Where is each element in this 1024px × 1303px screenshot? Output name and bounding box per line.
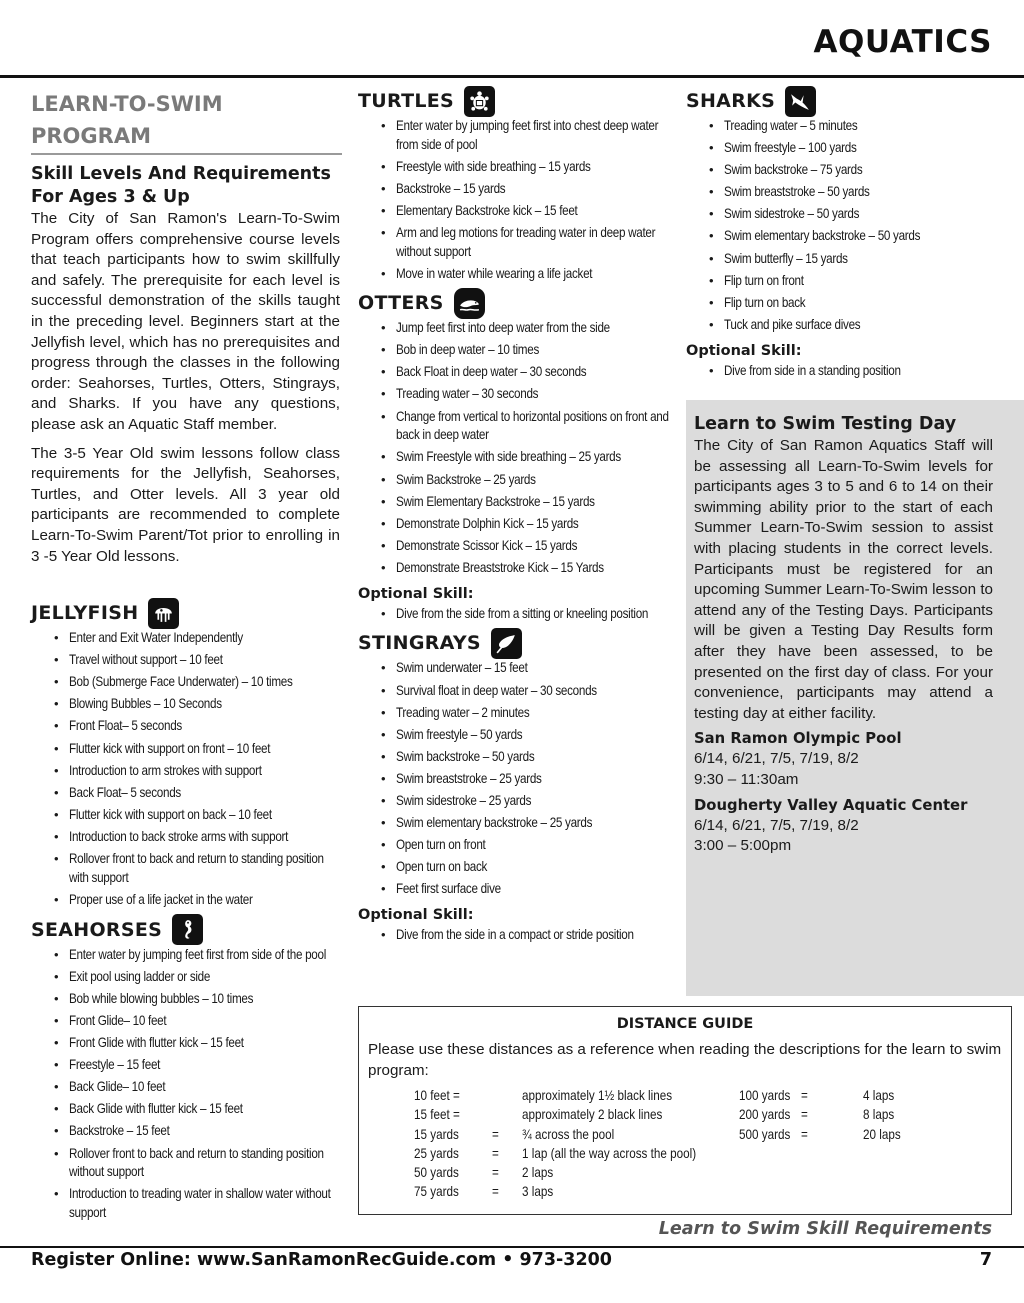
level-jellyfish (31, 597, 340, 910)
skill-text: Dive from side in a standing position (724, 362, 901, 378)
skill-item (31, 946, 340, 965)
skill-item (31, 629, 340, 648)
skill-item (31, 740, 340, 759)
skill-item (358, 858, 670, 877)
skill-text: Back Glide– 10 feet (69, 1079, 166, 1095)
skill-item (358, 559, 670, 578)
skill-text: Treading water – 30 seconds (396, 386, 539, 402)
distance-dist: 100 yards (739, 1088, 791, 1103)
skill-text: Freestyle with side breathing – 15 yards (396, 158, 591, 174)
skill-text: Treading water – 2 minutes (396, 704, 530, 720)
skill-text: Front Glide with flutter kick – 15 feet (69, 1035, 244, 1051)
skill-text: Flutter kick with support on front – 10 feet (69, 740, 271, 756)
skill-text: Tuck and pike surface dives (724, 316, 861, 332)
column-left (31, 88, 340, 1226)
otter-icon (454, 288, 485, 319)
section-subtitle (31, 163, 340, 209)
skill-text: Bob (Submerge Face Underwater) – 10 times (69, 674, 293, 690)
skill-text: Swim underwater – 15 feet (396, 660, 528, 676)
testing-day-description: The City of San Ramon Aquatics Staff will be assessing all Learn-To-Swim levels for participants ages 3 to 5 and 6 to 14 on their swimming ability prior to the start of each Summer Learn-To-Swim session to assist with placing students in the correct levels. Participants must be registered for an upcoming Summer Learn-To-Swim lesson to attend any of the Testing Days. Participants will be given a Testing Day Results form after they have been assessed, to be presented on the first day of class. For your convenience, participants may attend a testing day at either facility. (694, 437, 993, 722)
skill-item (686, 117, 1001, 136)
skill-item (358, 682, 670, 701)
skill-text: Open turn on back (396, 859, 488, 875)
jellyfish-icon (148, 598, 179, 629)
optional-skill-label: Optional Skill: (358, 907, 474, 924)
distance-guide (358, 1006, 1012, 1215)
level-header (358, 287, 670, 319)
venue-dates: 6/14, 6/21, 7/5, 7/19, 8/2 (694, 750, 859, 768)
skill-text: Jump feet first into deep water from the side (396, 320, 610, 336)
intro-paragraph-2: The 3-5 Year Old swim lessons follow class requirements for the Jellyfish, Seahorses, Turtles, and Otter levels. All 3 year old participants are recommended to complete Learn-To-Swim Parent/Tot prior to enrolling in 3 -5 Year Old lessons. (31, 444, 340, 565)
column-right (686, 88, 1001, 384)
skill-item (31, 673, 340, 692)
distance-desc: 20 laps (863, 1126, 901, 1142)
distance-eq: = (801, 1126, 808, 1142)
level-header (31, 597, 340, 629)
optional-skill-list (358, 926, 670, 945)
skill-item (358, 448, 670, 467)
skill-text: Swim backstroke – 75 yards (724, 162, 863, 178)
distance-dist: 75 yards (414, 1184, 459, 1200)
distance-desc: 4 laps (863, 1088, 895, 1103)
skill-text: Open turn on front (396, 837, 486, 853)
skill-text: Swim backstroke – 50 yards (396, 748, 535, 764)
skill-text: Swim butterfly – 15 yards (724, 250, 848, 266)
skill-text: Swim Elementary Backstroke – 15 yards (396, 493, 595, 509)
level-name: SEAHORSES (31, 918, 163, 941)
skill-text: Move in water while wearing a life jacket (396, 266, 593, 282)
skill-text: Front Float– 5 seconds (69, 718, 182, 734)
skill-item (358, 408, 670, 446)
skill-item (31, 1122, 340, 1141)
skill-item (686, 183, 1001, 202)
venue-olympic-pool (694, 728, 993, 790)
skill-text: Demonstrate Scissor Kick – 15 yards (396, 537, 578, 553)
skill-item (358, 537, 670, 556)
skill-item (358, 319, 670, 338)
skill-item (31, 968, 340, 987)
skill-item (686, 272, 1001, 291)
level-seahorses (31, 914, 340, 1223)
skill-item (31, 651, 340, 670)
skill-item (358, 224, 670, 262)
skill-item (358, 748, 670, 767)
venue-name: San Ramon Olympic Pool (694, 730, 902, 748)
header-divider (0, 75, 1024, 78)
level-header (686, 85, 1001, 117)
skill-item (358, 704, 670, 723)
skill-item (358, 471, 670, 490)
level-header (31, 914, 340, 946)
skill-item (358, 158, 670, 177)
subtitle-line-1: Skill Levels And Requirements (31, 164, 331, 184)
skill-text: Swim sidestroke – 50 yards (724, 206, 860, 222)
distance-desc: approximately 1½ black lines (522, 1088, 673, 1103)
skill-text: Rollover front to back and return to standing position with support (69, 851, 324, 885)
skill-text: Swim Freestyle with side breathing – 25 yards (396, 449, 621, 465)
distance-dist: 200 yards (739, 1107, 791, 1123)
skill-text: Enter water by jumping feet first from side of the pool (69, 946, 327, 962)
optional-skill-label: Optional Skill: (358, 585, 474, 602)
column-middle (358, 88, 670, 948)
skill-item (31, 990, 340, 1009)
level-name: OTTERS (358, 292, 444, 315)
distance-desc: 2 laps (522, 1165, 554, 1181)
skill-item (31, 806, 340, 825)
testing-day-title: Learn to Swim Testing Day (694, 414, 957, 434)
skill-text: Freestyle – 15 feet (69, 1057, 161, 1073)
skill-item (686, 362, 1001, 381)
footer-divider (0, 1246, 1024, 1248)
skill-text: Introduction to back stroke arms with support (69, 828, 289, 844)
venue-name: Dougherty Valley Aquatic Center (694, 796, 968, 814)
distance-desc: 3 laps (522, 1184, 554, 1200)
skill-text: Dive from the side from a sitting or kneeling position (396, 605, 649, 621)
seahorse-icon (172, 914, 203, 945)
skill-text: Back Glide with flutter kick – 15 feet (69, 1101, 243, 1117)
intro-paragraph-1: The City of San Ramon's Learn-To-Swim Program offers comprehensive course levels that teach participants how to swim skillfully and safely. The prerequisite for each level is successful demonstration of the skills taught in the preceding level. Beginners start at the Jellyfish level, which has no prerequisites and progress through the classes in the following order: Seahorses, Turtles, Otters, Stingrays, and Sharks. If you have any questions, please ask an Aquatic Staff member. (31, 210, 340, 433)
venue-time: 3:00 – 5:00pm (694, 837, 792, 855)
skill-text: Travel without support – 10 feet (69, 652, 223, 668)
page-header (0, 0, 1024, 80)
testing-day-panel (686, 400, 1024, 996)
skill-item (31, 762, 340, 781)
distance-eq: = (801, 1107, 808, 1123)
venue-time: 9:30 – 11:30am (694, 770, 799, 788)
level-name: SHARKS (686, 90, 776, 112)
skill-item (31, 1078, 340, 1097)
skill-item (686, 205, 1001, 224)
skill-text: Rollover front to back and return to standing position without support (69, 1145, 324, 1180)
skill-text: Bob in deep water – 10 times (396, 342, 540, 358)
venue-dougherty-valley (694, 795, 993, 857)
skill-item (358, 363, 670, 382)
skill-item (358, 515, 670, 534)
skill-item (358, 605, 670, 624)
distance-dist: 500 yards (739, 1126, 791, 1142)
skill-text: Blowing Bubbles – 10 Seconds (69, 696, 222, 712)
skill-text: Swim elementary backstroke – 50 yards (724, 228, 921, 244)
optional-skill-label: Optional Skill: (686, 342, 802, 359)
skill-item (358, 814, 670, 833)
skill-item (358, 659, 670, 678)
skill-item (31, 1012, 340, 1031)
shark-icon (785, 86, 816, 117)
skill-item (31, 717, 340, 736)
skill-text: Enter water by jumping feet first into chest deep water from side of pool (396, 118, 659, 152)
subtitle-line-2: For Ages 3 & Up (31, 187, 190, 207)
level-stingrays (358, 627, 670, 945)
skill-item (31, 695, 340, 714)
distance-desc: 1 lap (all the way across the pool) (522, 1145, 697, 1161)
skill-text: Swim breaststroke – 25 yards (396, 770, 542, 786)
skill-item (686, 227, 1001, 246)
skill-text: Swim sidestroke – 25 yards (396, 793, 532, 809)
skill-text: Back Float– 5 seconds (69, 784, 181, 800)
distance-guide-intro: Please use these distances as a reference when reading the descriptions for the learn to swim program: (368, 1041, 1002, 1079)
skill-item (31, 891, 340, 910)
distance-dist: 50 yards (414, 1165, 459, 1181)
skill-text: Flip turn on front (724, 272, 804, 288)
skill-item (31, 850, 340, 888)
skill-text: Demonstrate Dolphin Kick – 15 yards (396, 515, 579, 531)
skill-text: Flutter kick with support on back – 10 feet (69, 806, 272, 822)
skill-text: Back Float in deep water – 30 seconds (396, 364, 587, 380)
skill-item (31, 1034, 340, 1053)
venue-dates: 6/14, 6/21, 7/5, 7/19, 8/2 (694, 816, 859, 834)
level-header (358, 85, 670, 117)
skill-text: Exit pool using ladder or side (69, 968, 211, 984)
skill-text: Arm and leg motions for treading water in deep water without support (396, 225, 656, 259)
skill-item (358, 792, 670, 811)
distance-dist: 25 yards (414, 1145, 459, 1161)
skill-item (31, 828, 340, 847)
skill-item (358, 770, 670, 789)
skill-item (358, 493, 670, 512)
level-sharks (686, 85, 1001, 380)
skill-text: Proper use of a life jacket in the water (69, 891, 253, 907)
skill-item (358, 880, 670, 899)
level-name: STINGRAYS (358, 632, 481, 655)
optional-skill-list (686, 362, 1001, 381)
distance-desc: ¾ across the pool (522, 1126, 615, 1142)
skill-item (358, 836, 670, 855)
distance-eq: = (801, 1088, 808, 1103)
page-title: AQUATICS (813, 24, 992, 60)
skill-text: Backstroke – 15 yards (396, 180, 506, 196)
page-number: 7 (979, 1250, 992, 1270)
distance-eq: = (492, 1126, 499, 1142)
skill-item (358, 341, 670, 360)
skill-text: Swim freestyle – 100 yards (724, 140, 857, 156)
skill-text: Front Glide– 10 feet (69, 1013, 167, 1028)
level-turtles (358, 85, 670, 284)
skill-item (358, 202, 670, 221)
skill-text: Flip turn on back (724, 294, 806, 310)
skill-item (358, 385, 670, 404)
skill-text: Bob while blowing bubbles – 10 times (69, 990, 254, 1006)
skill-text: Swim breaststroke – 50 yards (724, 184, 870, 200)
skill-text: Dive from the side in a compact or stride position (396, 927, 634, 943)
distance-guide-title: DISTANCE GUIDE (616, 1016, 754, 1032)
skill-item (686, 316, 1001, 335)
skill-item (358, 265, 670, 284)
program-title: LEARN-TO-SWIM PROGRAM (31, 88, 342, 155)
skill-item (686, 250, 1001, 269)
skill-item (31, 1185, 340, 1223)
distance-dist: 10 feet = (414, 1088, 460, 1103)
skill-item (31, 1145, 340, 1183)
level-name: TURTLES (358, 90, 454, 112)
skill-item (686, 161, 1001, 180)
level-header (358, 627, 670, 659)
register-online-line: Register Online: www.SanRamonRecGuide.com • 973-3200 (31, 1250, 612, 1270)
level-otters (358, 287, 670, 623)
skill-text: Treading water – 5 minutes (724, 118, 858, 133)
skill-item (686, 294, 1001, 313)
skill-item (31, 784, 340, 803)
skill-list (358, 117, 670, 284)
skill-list (31, 946, 340, 1223)
skill-text: Introduction to treading water in shallow water without support (69, 1186, 331, 1221)
skill-text: Swim freestyle – 50 yards (396, 726, 523, 742)
distance-eq: = (492, 1184, 499, 1200)
turtle-icon (464, 86, 495, 117)
level-name: JELLYFISH (31, 602, 139, 625)
stingray-icon (491, 628, 522, 659)
skill-text: Elementary Backstroke kick – 15 feet (396, 203, 578, 219)
skill-text: Feet first surface dive (396, 881, 501, 897)
skill-item (358, 726, 670, 745)
skill-text: Survival float in deep water – 30 seconds (396, 682, 597, 698)
skill-text: Swim Backstroke – 25 yards (396, 471, 536, 487)
skill-list (358, 319, 670, 578)
skill-text: Demonstrate Breaststroke Kick – 15 Yards (396, 559, 604, 575)
distance-eq: = (492, 1165, 499, 1181)
skill-text: Change from vertical to horizontal positions on front and back in deep water (396, 408, 669, 443)
skill-text: Introduction to arm strokes with support (69, 762, 262, 778)
skill-list (686, 117, 1001, 335)
section-tag: Learn to Swim Skill Requirements (658, 1219, 992, 1239)
skill-list (31, 629, 340, 910)
distance-eq: = (492, 1145, 499, 1161)
skill-text: Swim elementary backstroke – 25 yards (396, 815, 593, 831)
distance-dist: 15 yards (414, 1126, 459, 1142)
skill-list (358, 659, 670, 899)
skill-item (31, 1100, 340, 1119)
distance-dist: 15 feet = (414, 1107, 460, 1123)
distance-desc: 8 laps (863, 1107, 895, 1123)
optional-skill-list (358, 605, 670, 624)
skill-item (31, 1056, 340, 1075)
skill-item (358, 117, 670, 155)
skill-text: Enter and Exit Water Independently (69, 630, 243, 646)
skill-item (358, 926, 670, 945)
distance-desc: approximately 2 black lines (522, 1107, 663, 1123)
skill-item (358, 180, 670, 199)
skill-text: Backstroke – 15 feet (69, 1123, 170, 1139)
skill-item (686, 139, 1001, 158)
